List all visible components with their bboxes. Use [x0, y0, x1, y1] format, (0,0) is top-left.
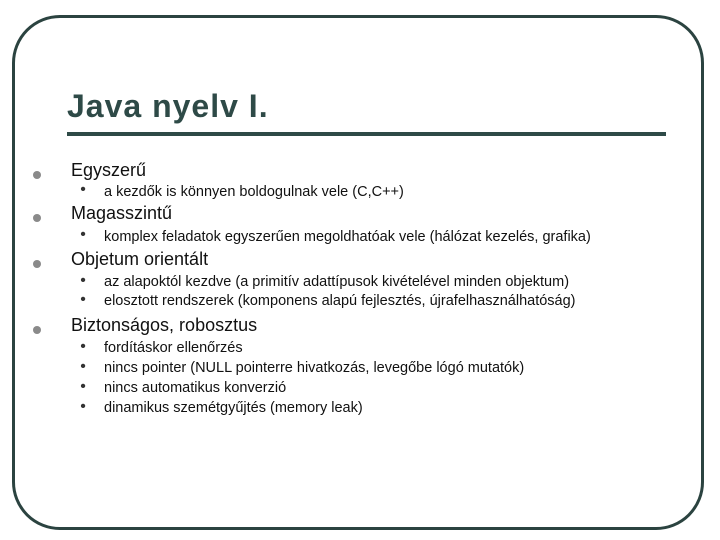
bullet-item-magasszintu: Magasszintű: [71, 203, 173, 223]
sub-bullet-item: nincs pointer (NULL pointerre hivatkozás, levegőbe lógó mutatók): [104, 360, 525, 376]
sub-bullet-dot-icon: •: [80, 272, 86, 289]
sub-bullet-dot-icon: •: [80, 378, 86, 395]
sub-bullet-dot-icon: •: [80, 358, 86, 375]
bullet-item-egyszeru: Egyszerű: [71, 160, 147, 180]
sub-bullet-item: komplex feladatok egyszerűen megoldhatóak vele (hálózat kezelés, grafika): [104, 229, 591, 245]
sub-bullet-dot-icon: •: [80, 291, 86, 308]
sub-bullet-dot-icon: •: [80, 338, 86, 355]
sub-bullet-item: dinamikus szemétgyűjtés (memory leak): [104, 400, 363, 416]
bullet-item-objetum-orientalt: Objetum orientált: [71, 249, 209, 269]
bullet-dot-icon: [33, 326, 41, 334]
sub-bullet-item: az alapoktól kezdve (a primitív adattípusok kivételével minden objektum): [104, 274, 570, 290]
bullet-dot-icon: [33, 260, 41, 268]
sub-bullet-dot-icon: •: [80, 181, 86, 198]
sub-bullet-item: elosztott rendszerek (komponens alapú fejlesztés, újrafelhasználhatóság): [104, 293, 576, 309]
slide-title: Java nyelv I.: [67, 88, 269, 124]
sub-bullet-item: a kezdők is könnyen boldogulnak vele (C,C++): [104, 184, 404, 200]
bullet-dot-icon: [33, 171, 41, 179]
sub-bullet-item: fordításkor ellenőrzés: [104, 340, 243, 356]
sub-bullet-dot-icon: •: [80, 226, 86, 243]
sub-bullet-dot-icon: •: [80, 398, 86, 415]
bullet-item-biztonsagos-robosztus: Biztonságos, robosztus: [71, 315, 258, 335]
bullet-dot-icon: [33, 214, 41, 222]
sub-bullet-item: nincs automatikus konverzió: [104, 380, 287, 396]
